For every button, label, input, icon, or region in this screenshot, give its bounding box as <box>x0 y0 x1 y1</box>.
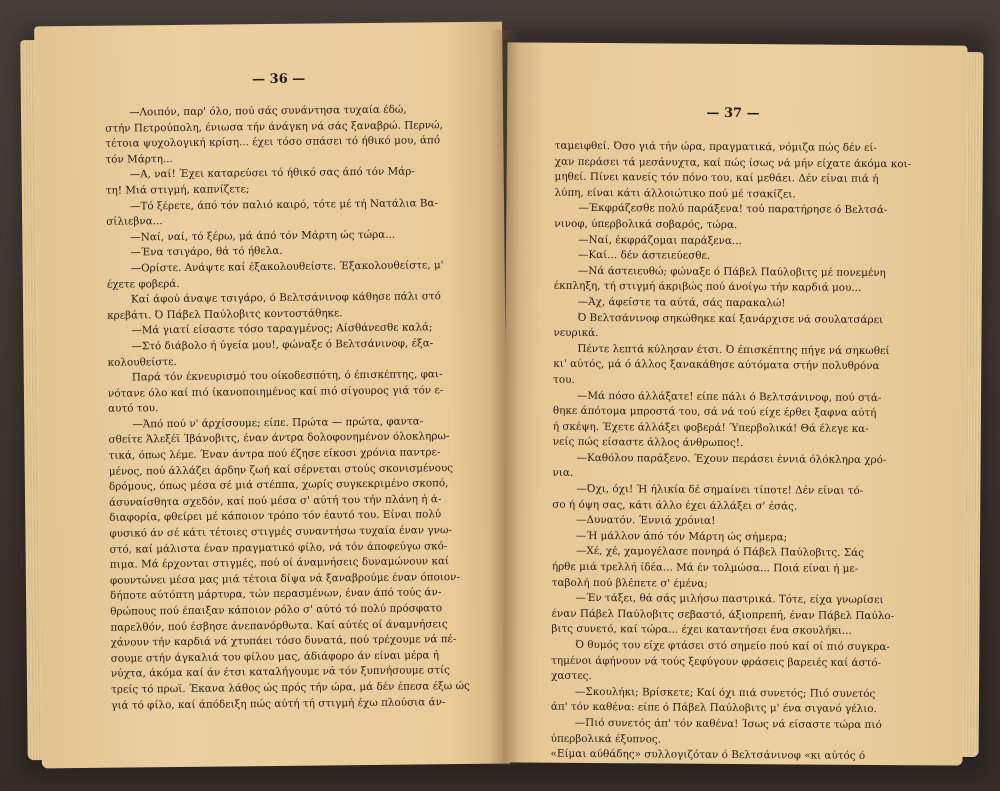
text-line: —Πιό συνετός άπ' τόν καθένα! Ίσως νά είσαστε τώρα πιό <box>574 716 882 732</box>
text-line: —Τό ξέρετε, άπό τόν παλιό καιρό, τότε μέ τή Νατάλια Βα- <box>129 196 439 213</box>
right-page <box>502 42 967 765</box>
text-line: —Ναί, ναί, τό ξέρω, μά άπό τόν Μάρτη ώς τώρα... <box>130 228 396 244</box>
text-line: στό, καί μάλιστα έναν πραγματικό φίλο, νά τόν άποφεύγω σκό- <box>109 539 448 556</box>
text-line: θρώπους πού έπαιξαν κάποιον ρόλο σ' αύτό τό πολύ πρόσφατο <box>110 602 443 618</box>
page-number: — 36 — <box>252 71 306 88</box>
text-line: —Α, ναί! Έχει καταρεύσει τό ήθικό σας άπό τόν Μάρ- <box>129 165 415 181</box>
text-line: —Δυνατόν. Έννιά χρόνια! <box>576 514 716 528</box>
text-line: —Μά γιατί είσαστε τόσο ταραγμένος; Αίσθάνεσθε καλά; <box>131 321 433 337</box>
text-line: μένος, πού άλλάζει άρδην ζωή καί σέρνεται στούς σκονισμένους <box>108 461 454 478</box>
text-line: —Λοιπόν, παρ' όλο, πού σάς συνάντησα τυχαία έδώ, <box>128 103 407 119</box>
text-line: —Άχ, άφείστε τα αύτά, σάς παρακαλώ! <box>577 295 786 310</box>
text-line: τέτοια ψυχολογική κρίση... έχει τόσο σπάσει τό ήθικό μου, άπό <box>105 134 441 150</box>
text-line: άπ' τόν καθένα: είπε ό Πάβελ Παύλοβιτς μ' ένα σιγανό γέλιο. <box>550 701 877 716</box>
text-line: —Άπό πού ν' άρχίσουμε; είπε. Πρώτα — πρώτα, φαντα- <box>132 415 424 431</box>
text-line: σίλιεβνα... <box>106 215 163 228</box>
text-line: Ό θυμός του είχε φτάσει στό σημείο πού καί οί πιό συγκρα- <box>575 638 890 654</box>
page-text <box>550 139 934 765</box>
text-line: Καί άφού άναψε τσιγάρο, ό Βελτσάνινοφ κάθησε πάλι στό <box>130 290 441 306</box>
text-line: κολουθείστε. <box>107 355 177 369</box>
text-line: έχετε φοβερά. <box>106 277 180 291</box>
book-gutter <box>490 30 520 765</box>
text-line: Ό Βελτσάνινοφ σηκώθηκε καί ξανάρχισε νά σουλατσάρει <box>577 311 884 326</box>
text-line: —Ένα τσιγάρο, θά τό ήθελα. <box>130 245 283 259</box>
text-line: δρόμους, όπως μέσα σέ μιά στέππα, χωρίς συγκεκριμένο σκοπό, <box>108 477 449 493</box>
text-line: νευρικά. <box>553 326 599 340</box>
text-line: χαστες. <box>551 669 592 683</box>
text-line: έναν Πάβελ Παύλοβιτς σεβαστό, άξιοπρεπή, έναν Πάβελ Παύλο- <box>551 607 895 622</box>
text-line: χαν περάσει τά μεσάνυχτα, καί πώς ίσως νά μήν είχατε άκόμα κοι- <box>554 155 912 170</box>
text-line: διαφορία, φθείρει μέ κάποιον τρόπο τόν έαυτό του. Είναι πολύ <box>109 508 442 525</box>
text-line: —Σκουλήκι; Βρίσκετε; Καί όχι πιά συνετός; Πιό συνετός <box>574 685 876 700</box>
text-line: «Είμαι αύθάδης» συλλογιζόταν ό Βελτσάνινοφ «κι αύτός ό <box>550 747 866 763</box>
text-line: τη! Μιά στιγμή, καπνίζετε; <box>105 183 250 197</box>
text-line: πιμα. Μά έρχονται στιγμές, πού οί άναμνήσεις δυναμώνουν καί <box>109 555 450 571</box>
text-line: χάνουν τήν καρδιά νά χτυπάει τόσο δυνατά, πού τρέχουμε νά πέ- <box>110 633 457 649</box>
text-line: —Έκφράζεσθε πολύ παράξενα! τού παρατήρησε ό Βελτσά- <box>578 202 888 217</box>
text-line: νινοφ, ύπερβολικά σοβαρός, τώρα. <box>554 217 738 231</box>
text-line: νότανε όλο καί πιό ίκανοποιημένος καί πιό σίγουρος γιά τόν ε- <box>107 383 444 400</box>
text-line: γιά τό φίλο, καί άπόδειξη πώς αύτή τή στιγμή έχω πλούσια άν- <box>111 695 446 712</box>
page-text <box>105 102 481 714</box>
text-line: τρείς τό πρωϊ. Έκανα λάθος ώς πρός τήν ώρα, μά δέν έπεσα έξω ώς <box>111 679 470 696</box>
text-line: νύχτα, άκόμα καί άν έτσι καταλήγουμε νά τόν ξυπνήσουμε στίς <box>110 664 451 681</box>
text-line: νια. <box>552 467 574 480</box>
text-line: αυτό του. <box>108 402 159 415</box>
text-line: —Ορίστε. Ανάψτε καί έξακολουθείστε. Έξακολουθείστε, μ' <box>130 259 444 275</box>
text-line: κρεβάτι. Ό Πάβελ Παύλοβιτς κοντοστάθηκε. <box>107 306 343 322</box>
text-line: τικά, όπως λέμε. Έναν άντρα πού έζησε είκοσι χρόνια παντρε- <box>108 446 441 462</box>
text-line: έκπληξη, τή στιγμή άκριβώς πού άνοίγω τήν καρδιά μου... <box>553 280 862 295</box>
text-line: —Έν τάξει, θά σάς μιλήσω παστρικά. Τότε, είχα γνωρίσει <box>575 592 884 607</box>
text-line: λύπη, είναι κάτι άλλοιώτικο πού μέ τσακίζει. <box>554 186 796 201</box>
text-line: σθείτε Άλεξέϊ Ίβάνοβιτς, έναν άντρα δολοφονημένον όλοκληρω- <box>108 430 450 447</box>
text-line: δήποτε αύτόπτη μάρτυρα, τών περασμένων, έναν άπό τούς άν- <box>110 586 442 603</box>
text-line: —Μά πόσο άλλάξατε! είπε πάλι ό Βελτσάνινοφ, πού στά- <box>577 389 882 404</box>
left-page <box>34 22 510 769</box>
text-line: τημένοι άφήνουν νά τούς ξεφύγουν φράσεις βαρειές καί άστό- <box>551 654 882 669</box>
text-line: ύπερβολικά έξυπνος. <box>550 732 662 746</box>
text-line: —Ναί, έκφράζομαι παράξενα... <box>578 233 742 247</box>
text-line: —Όχι, όχι! Ή ήλικία δέ σημαίνει τίποτε! Δέν είναι τό- <box>576 482 864 497</box>
text-line: σο ή όψη σας, κάτι άλλο έχει άλλάξει σ' έσάς. <box>552 498 798 513</box>
text-line: —Νά άστειευθώ; φώναξε ό Πάβελ Παύλοβιτς μέ πονεμένη <box>577 264 886 279</box>
text-line: ταβολή πού βλέπετε σ' έμένα; <box>551 576 708 590</box>
text-line: φουντώνει μέσα μας μιά τέτοια δίψα νά ξαναβρούμε έναν όποιον- <box>109 570 461 587</box>
text-line: ήρθε μιά τρελλή ίδέα... Μά έν τολμώσα... Ποιά είναι ή με- <box>551 560 859 575</box>
text-line: —Ή μάλλον άπό τόν Μάρτη ώς σήμερα; <box>576 529 788 544</box>
text-line: στήν Πετρούπολη, ένιωσα τήν άνάγκη νά σάς ξαναβρώ. Περνώ, <box>105 118 443 135</box>
text-line: βιτς συνετό, καί τώρα... έχει καταντήσει ένα σκουλήκι... <box>551 623 852 638</box>
text-line: θηκε άπότομα μπροστά του, σά νά τού είχε έρθει ξαφνα αύτή <box>552 404 877 420</box>
text-line: σουμε στήν άγκαλιά του φίλου μας, άδιάφορο άν είναι μέρα ή <box>110 649 440 665</box>
text-line: —Καί... δέν άστειεύεσθε. <box>577 249 711 262</box>
text-line: ή σκέψη. Έχετε άλλάξει φοβερά! Ύπερβολικά! Θά έλεγε κα- <box>552 420 869 435</box>
text-line: μηθεί. Πίνει κανείς τόν πόνο του, καί μεθάει. Δέν είναι πιά ή <box>554 170 879 186</box>
text-line: ταμειφθεί. Όσο γιά τήν ώρα, πραγματικά, νόμιζα πώς δέν εί- <box>554 139 878 154</box>
text-line: Παρά τόν έκνευρισμό του οίκοδεσπότη, ό έπισκέπτης, φαι- <box>131 368 443 384</box>
text-line: νείς πώς είσαστε άλλος άνθρωπος!. <box>552 436 744 450</box>
text-line: Πέντε λεπτά κύλησαν έτσι. Ό έπισκέπτης πήγε νά σηκωθεί <box>577 342 890 357</box>
text-line: τόν Μάρτη... <box>105 152 173 166</box>
text-line: παρελθόν, πού έσβησε άνεπανόρθωτα. Καί αύτές οί άναμνήσεις <box>110 617 448 634</box>
text-line: κι' αύτός, μά ό άλλος ξανακάθησε αύτόματα στήν πολυθρόνα <box>553 358 880 373</box>
text-line: —Καθόλου παράξενο. Έχουν περάσει έννιά όλόκληρα χρό- <box>576 451 887 466</box>
text-line: —Χέ, χέ, χαμογέλασε πονηρά ό Πάβελ Παύλοβιτς. Σάς <box>575 545 865 560</box>
page-number: — 37 — <box>706 105 760 122</box>
text-line: φυσικό άν σέ κάτι τέτοιες στιγμές συναντήσω τυχαία έναν γνω- <box>109 524 452 540</box>
text-line: του. <box>553 373 575 386</box>
text-line: —Στό διάβολο ή ύγεία μου!, φώναξε ό Βελτσάνινοφ, έξα- <box>131 337 434 353</box>
text-line: άσυναίσθητα σχεδόν, καί πού μέσα σ' αύτή του τήν πλάνη ή ά- <box>109 493 442 509</box>
